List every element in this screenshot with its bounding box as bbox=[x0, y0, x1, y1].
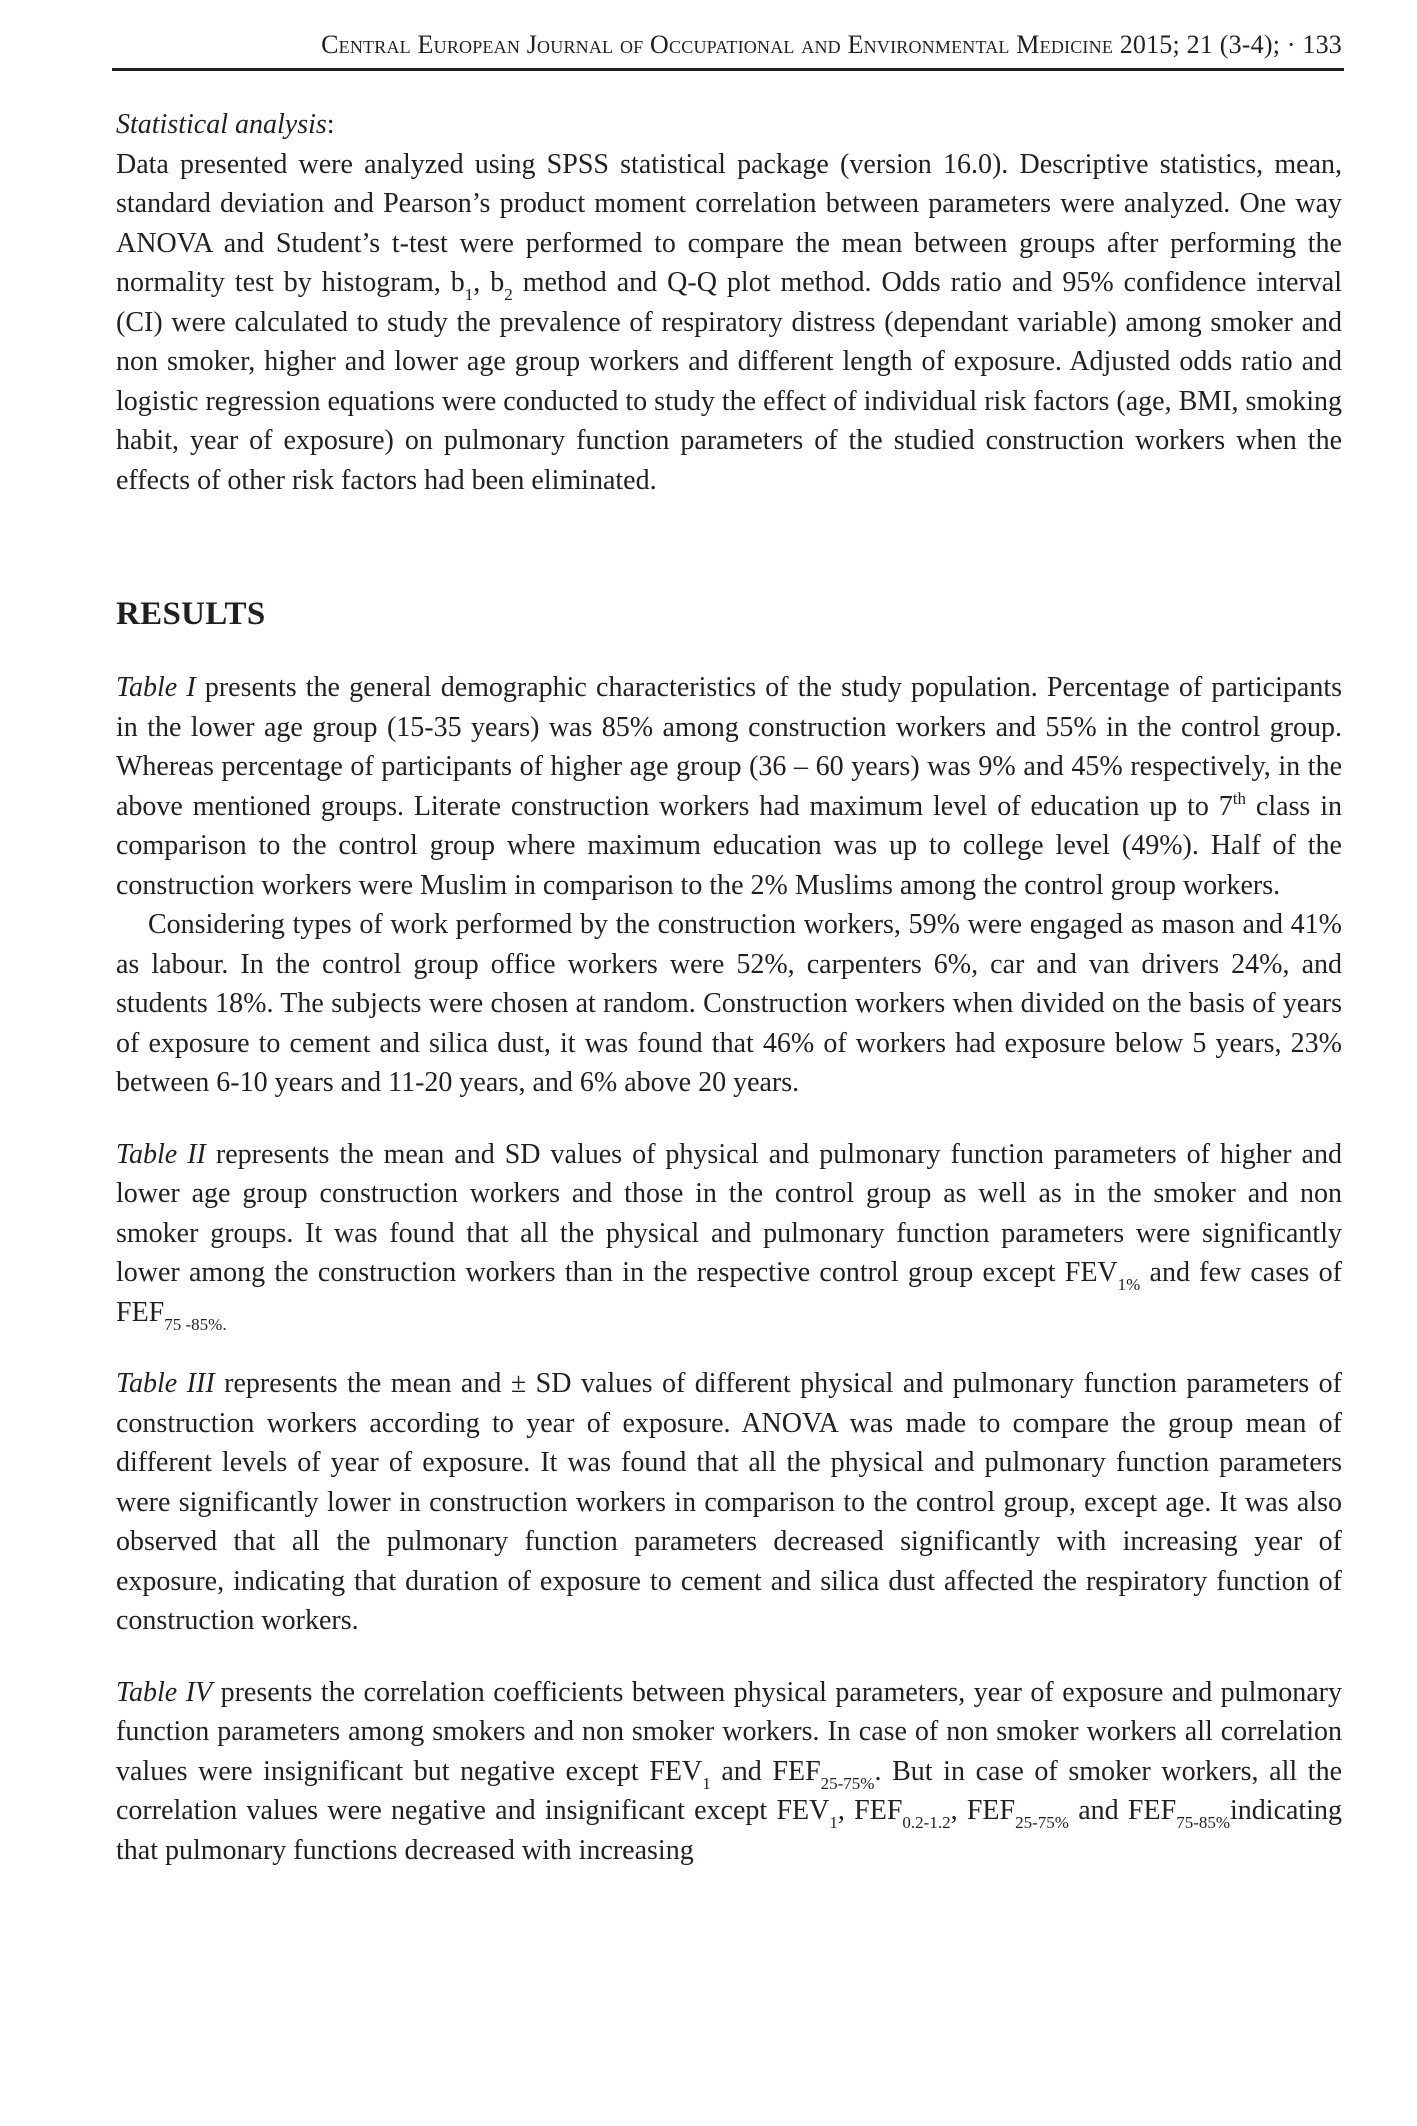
page-body bbox=[116, 105, 1342, 1870]
text-run: , FEF bbox=[837, 1795, 903, 1826]
results-paragraph-table-4 bbox=[116, 1673, 1342, 1871]
results-section bbox=[116, 668, 1342, 1870]
text-run: presents the general demographic characteristics of the study population. Percentage of participants in the lower age group (15-35 years) was 85% among construction workers and 55% in the control group. Whereas percentage of participants of higher age group (36 – 60 years) was 9% and 45% respectively, in the above mentioned groups. Literate construction workers had maximum level of education up to 7 bbox=[116, 672, 1342, 822]
subscript: 25-75% bbox=[1015, 1813, 1069, 1832]
subscript: 1 bbox=[464, 285, 474, 304]
results-heading: RESULTS bbox=[116, 596, 266, 632]
superscript: th bbox=[1232, 788, 1247, 808]
text-run: method and Q-Q plot method. Odds ratio and 95% confidence interval (CI) were calculated to study the prevalence of respiratory distress (dependant variable) among smoker and non smoker, higher and lower age group workers and different length of exposure. Adjusted odds ratio and logistic regression equations were conducted to study the effect of individual risk factors (age, BMI, smoking habit, year of exposure) on pulmonary function parameters of the studied construction workers when the effects of other risk factors had been eliminated. bbox=[116, 267, 1342, 496]
header-divider bbox=[112, 68, 1344, 71]
text-run: represents the mean and ± SD values of different physical and pulmonary function parameters of construction workers according to year of exposure. ANOVA was made to compare the group mean of different levels of year of exposure. It was found that all the physical and pulmonary function parameters were significantly lower in construction workers in comparison to the control group, except age. It was also observed that all the pulmonary function parameters decreased significantly with increasing year of exposure, indicating that duration of exposure to cement and silica dust affected the respiratory function of construction workers. bbox=[116, 1368, 1343, 1636]
results-paragraph-table-2 bbox=[116, 1135, 1342, 1333]
statistical-analysis-paragraph bbox=[116, 145, 1342, 501]
subscript: 25-75% bbox=[820, 1773, 875, 1793]
results-paragraph-work-types: Considering types of work performed by the construction workers, 59% were engaged as mason and 41% as labour. In the control group office workers were 52%, carpenters 6%, car and van drivers 24%, and students 18%. The subjects were chosen at random. Construction workers when divided on the basis of years of exposure to cement and silica dust, it was found that 46% of workers had exposure below 5 years, 23% between 6-10 years and 11-20 years, and 6% above 20 years. bbox=[116, 909, 1342, 1098]
subscript: 0.2-1.2 bbox=[902, 1813, 951, 1832]
journal-running-head: Central European Journal of Occupational and Environmental Medicine 2015; 21 (3-4); · 133 bbox=[321, 30, 1342, 59]
subscript: 1% bbox=[1117, 1275, 1141, 1294]
subscript: 75-85% bbox=[1176, 1813, 1231, 1832]
text-run: , b bbox=[473, 267, 505, 298]
text-run: , FEF bbox=[950, 1795, 1016, 1826]
table-reference: Table III bbox=[116, 1368, 215, 1399]
text-run: and few cases of FEF bbox=[116, 1257, 1342, 1328]
statistical-analysis-section bbox=[116, 105, 1342, 500]
text-run: class in comparison to the control group where maximum education was up to college level (49%). Half of the construction workers were Muslim in comparison to the 2% Muslims among the control group workers. bbox=[116, 790, 1342, 901]
heading-colon: : bbox=[326, 109, 335, 140]
table-reference: Table II bbox=[116, 1138, 206, 1170]
subscript: 1 bbox=[702, 1773, 711, 1793]
results-paragraph-table-3 bbox=[116, 1364, 1342, 1641]
table-reference: Table IV bbox=[116, 1676, 213, 1708]
text-run: indicating that pulmonary functions decreased with increasing bbox=[116, 1795, 1342, 1866]
subsection-title: Statistical analysis bbox=[116, 109, 327, 140]
statistical-analysis-heading bbox=[116, 105, 1342, 145]
results-paragraph-table-1 bbox=[116, 668, 1342, 905]
subscript: 2 bbox=[504, 285, 513, 304]
subscript: 75 -85%. bbox=[164, 1314, 227, 1334]
text-run: . But in case of smoker workers, all the correlation values were negative and insignificant except FEV bbox=[116, 1755, 1342, 1826]
text-run: and FEF bbox=[1068, 1795, 1177, 1826]
text-run: represents the mean and SD values of physical and pulmonary function parameters of higher and lower age group construction workers and those in the control group as well as in the smoker and non smoker groups. It was found that all the physical and pulmonary function parameters were significantly lower among the construction workers than in the respective control group except FEV bbox=[116, 1138, 1342, 1288]
text-run: Data presented were analyzed using SPSS statistical package (version 16.0). Descriptive statistics, mean, standard deviation and Pearson’s product moment correlation between parameters were analyzed. One way ANOVA and Student’s t-test were performed to compare the mean between groups after performing the normality test by histogram, b bbox=[116, 148, 1342, 298]
text-run: and FEF bbox=[710, 1755, 821, 1787]
subscript: 1 bbox=[829, 1813, 838, 1832]
text-run: presents the correlation coefficients between physical parameters, year of exposure and pulmonary function parameters among smokers and non smoker workers. In case of non smoker workers all correlation values were insignificant but negative except FEV bbox=[116, 1676, 1342, 1787]
table-reference: Table I bbox=[116, 672, 196, 703]
